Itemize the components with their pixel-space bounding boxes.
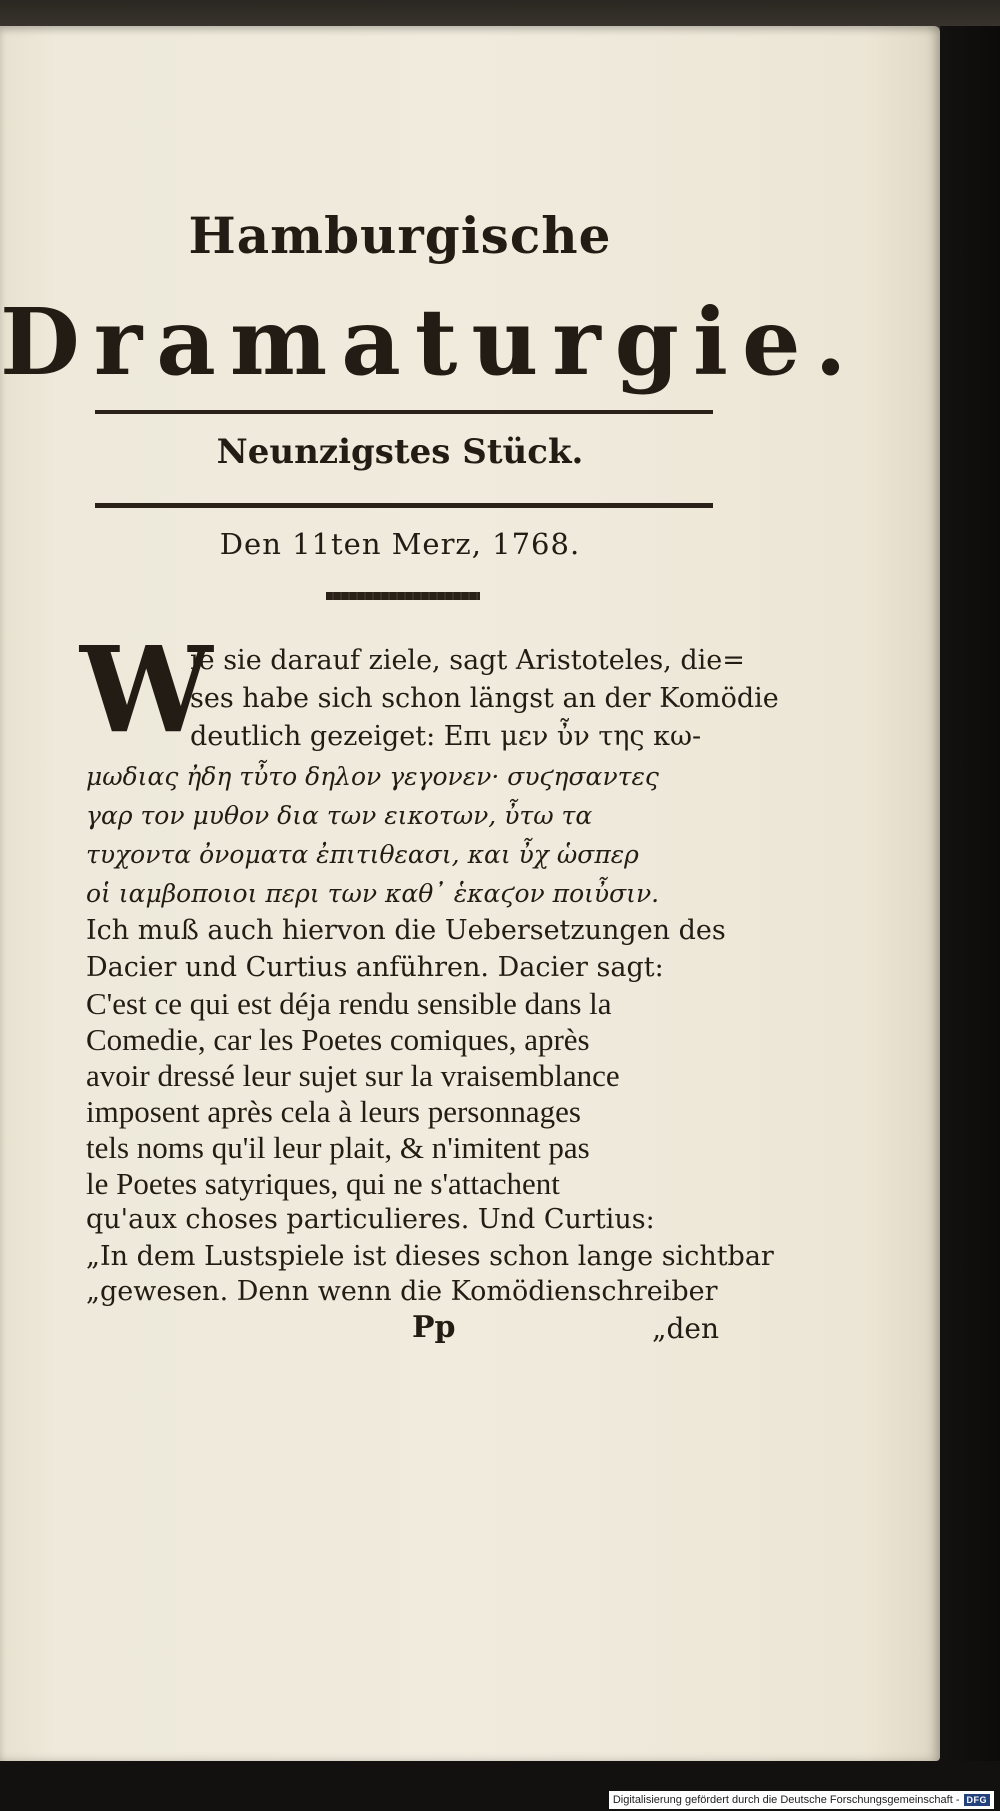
body-line-french: C'est ce qui est déja rendu sensible dans la	[86, 986, 612, 1021]
body-line-greek: γαρ τον μυθον δια των εικοτων, ὖτω τα	[86, 801, 593, 830]
signature-mark: Pp	[412, 1310, 456, 1345]
body-line: deutlich gezeiget: Επι μεν ὖν της κω-	[190, 721, 702, 752]
body-line: ie sie darauf ziele, sagt Aristoteles, die=	[190, 645, 745, 676]
credit-text: Digitalisierung gefördert durch die Deutsche Forschungsgemeinschaft -	[612, 1794, 960, 1806]
body-line-french: tels noms qu'il leur plait, & n'imitent pas	[86, 1130, 590, 1165]
catchword: „den	[652, 1312, 720, 1345]
rule-middle	[95, 503, 713, 508]
body-line-greek: τυχοντα ὀνοματα ἐπιτιθεασι, και ὖχ ὡσπερ	[86, 840, 639, 869]
title-line-2: Dramaturgie.	[0, 288, 861, 396]
section-subtitle: Neunzigstes Stück.	[216, 432, 584, 472]
title-line-1: Hamburgische	[188, 206, 612, 265]
book-spine	[940, 26, 1000, 1761]
body-line-french: le Poetes satyriques, qui ne s'attachent	[86, 1166, 560, 1201]
body-line-french: imposent après cela à leurs personnages	[86, 1094, 581, 1129]
scan-background-bottom	[0, 1761, 1000, 1811]
body-line: Dacier und Curtius anführen. Dacier sagt:	[86, 952, 664, 983]
body-line: qu'aux choses particulieres. Und Curtius:	[86, 1204, 655, 1235]
body-line-greek: μωδιας ἠδη τὖτο δηλον γεγονεν· συϛησαντες	[86, 762, 659, 791]
dateline: Den 11ten Merz, 1768.	[219, 527, 581, 561]
digitization-credit	[609, 1791, 994, 1809]
body-line: „gewesen. Denn wenn die Komödienschreiber	[86, 1276, 718, 1307]
ornament-rule	[326, 592, 480, 600]
body-line: „In dem Lustspiele ist dieses schon lange sichtbar	[86, 1241, 774, 1272]
body-line: Ich muß auch hiervon die Uebersetzungen des	[86, 915, 726, 946]
body-line-french: avoir dressé leur sujet sur la vraisemblance	[86, 1058, 620, 1093]
body-line: ses habe sich schon längst an der Komödie	[190, 683, 779, 714]
rule-top	[95, 410, 713, 414]
body-line-greek: οἱ ιαμβοποιοι περι των καθ᾽ ἑκαϛον ποιὖσιν.	[86, 879, 660, 908]
drop-cap: W	[80, 620, 213, 759]
body-line-french: Comedie, car les Poetes comiques, après	[86, 1022, 590, 1057]
dfg-logo-icon: DFG	[964, 1794, 991, 1806]
